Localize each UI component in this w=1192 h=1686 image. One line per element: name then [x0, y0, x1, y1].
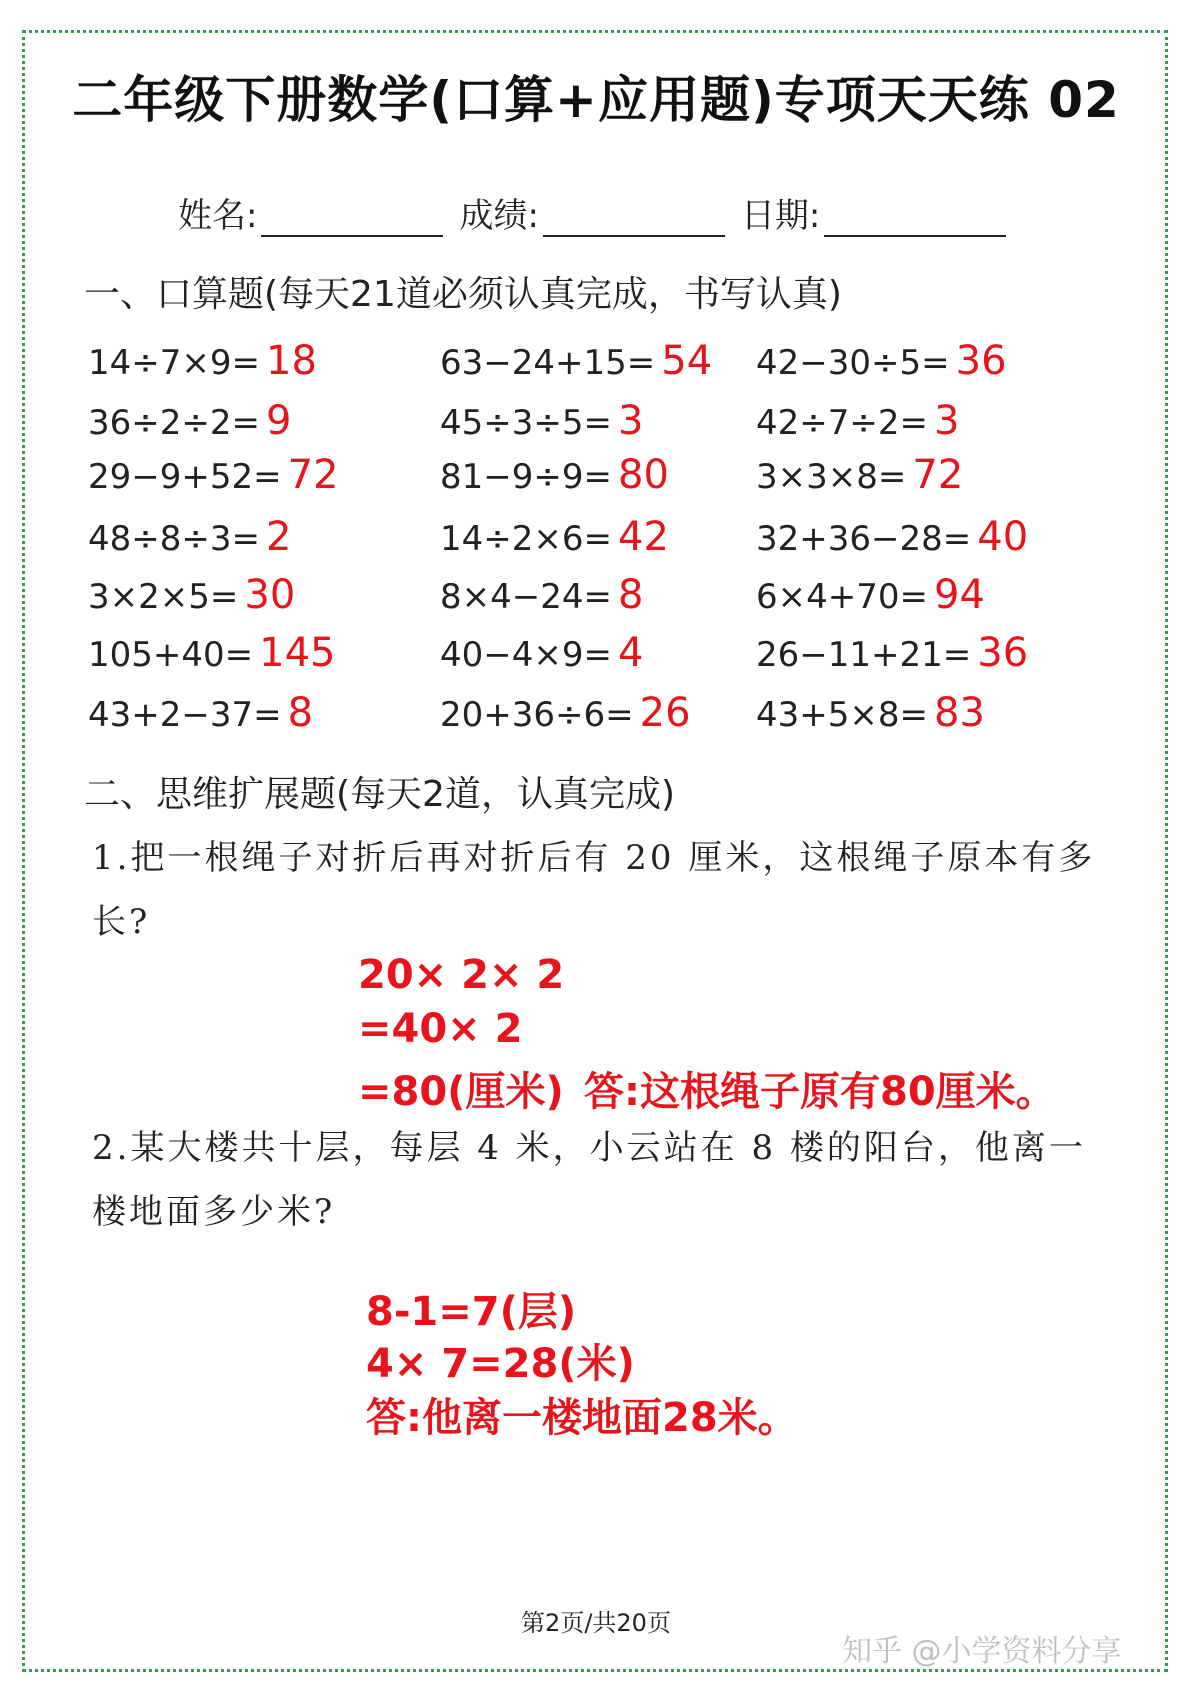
equation: 3×2×5= 30	[88, 572, 296, 618]
name-field	[178, 188, 443, 237]
student-info-row	[178, 188, 1038, 237]
problem-2-step: 8-1=7(层)	[366, 1289, 577, 1335]
page-number: 第2页/共20页	[521, 1609, 671, 1637]
answer: 9	[266, 398, 292, 444]
answer: 8	[287, 690, 314, 736]
problem-1-step: =40× 2	[358, 1006, 523, 1052]
equation: 81−9÷9= 80	[440, 452, 669, 498]
answer: 3	[618, 398, 644, 444]
answer: 36	[977, 630, 1029, 676]
answer: 2	[266, 514, 292, 560]
equation: 20+36÷6= 26	[440, 690, 691, 736]
answer: 8	[618, 572, 644, 618]
answer: 26	[639, 690, 691, 736]
answer: 3	[934, 398, 960, 444]
date-field	[741, 188, 1006, 237]
equation: 32+36−28= 40	[756, 514, 1029, 560]
equation: 48÷8÷3= 2	[88, 514, 292, 560]
equation: 36÷2÷2= 9	[88, 398, 292, 444]
section-heading-mental-math: 一、口算题(每天21道必须认真完成，书写认真)	[84, 274, 842, 315]
answer: 72	[287, 452, 339, 498]
equation: 105+40= 145	[88, 630, 336, 676]
equation: 8×4−24= 8	[440, 572, 644, 618]
equation: 63−24+15= 54	[440, 338, 713, 384]
section-heading-word-problems: 二、思维扩展题(每天2道，认真完成)	[84, 774, 675, 815]
equation: 6×4+70= 94	[756, 572, 985, 618]
equation: 43+5×8= 83	[756, 690, 985, 736]
problem-1-answer: 答:这根绳子原有80厘米。	[584, 1069, 1056, 1115]
answer: 145	[259, 630, 336, 676]
answer: 94	[934, 572, 985, 618]
equation: 29−9+52= 72	[88, 452, 339, 498]
equation: 14÷7×9= 18	[88, 338, 317, 384]
problem-2-step: 4× 7=28(米)	[366, 1341, 635, 1387]
equation: 14÷2×6= 42	[440, 514, 669, 560]
answer: 40	[977, 514, 1029, 560]
problem-2-answer: 答:他离一楼地面28米。	[366, 1395, 798, 1441]
equation: 40−4×9= 4	[440, 630, 644, 676]
problem-1-step: =80(厘米)	[358, 1069, 564, 1115]
answer: 54	[661, 338, 713, 384]
answer: 18	[266, 338, 317, 384]
score-blank[interactable]	[543, 199, 725, 237]
answer: 72	[912, 452, 964, 498]
answer: 42	[618, 514, 669, 560]
answer: 80	[618, 452, 669, 498]
answer: 4	[618, 630, 644, 676]
name-blank[interactable]	[261, 199, 443, 237]
equation: 26−11+21= 36	[756, 630, 1029, 676]
answer: 36	[955, 338, 1007, 384]
date-blank[interactable]	[824, 199, 1006, 237]
watermark: 知乎 @小学资料分享	[842, 1634, 1122, 1669]
answer: 83	[934, 690, 985, 736]
answer: 30	[244, 572, 296, 618]
date-label: 日期:	[740, 196, 821, 236]
equation: 42÷7÷2= 3	[756, 398, 960, 444]
score-field	[459, 188, 724, 237]
problem-1-question: 1.把一根绳子对折后再对折后有 20 厘米，这根绳子原本有多长?	[92, 838, 1096, 942]
problem-2-question: 2.某大楼共十层，每层 4 米，小云站在 8 楼的阳台，他离一楼地面多少米?	[92, 1128, 1086, 1232]
score-label: 成绩:	[459, 196, 539, 236]
equation: 3×3×8= 72	[756, 452, 964, 498]
name-label: 姓名:	[178, 196, 258, 236]
problem-1-step: 20× 2× 2	[358, 952, 565, 998]
page-title: 二年级下册数学(口算+应用题)专项天天练 02	[72, 71, 1120, 129]
equation: 43+2−37= 8	[88, 690, 314, 736]
equation: 42−30÷5= 36	[756, 338, 1007, 384]
equation: 45÷3÷5= 3	[440, 398, 644, 444]
